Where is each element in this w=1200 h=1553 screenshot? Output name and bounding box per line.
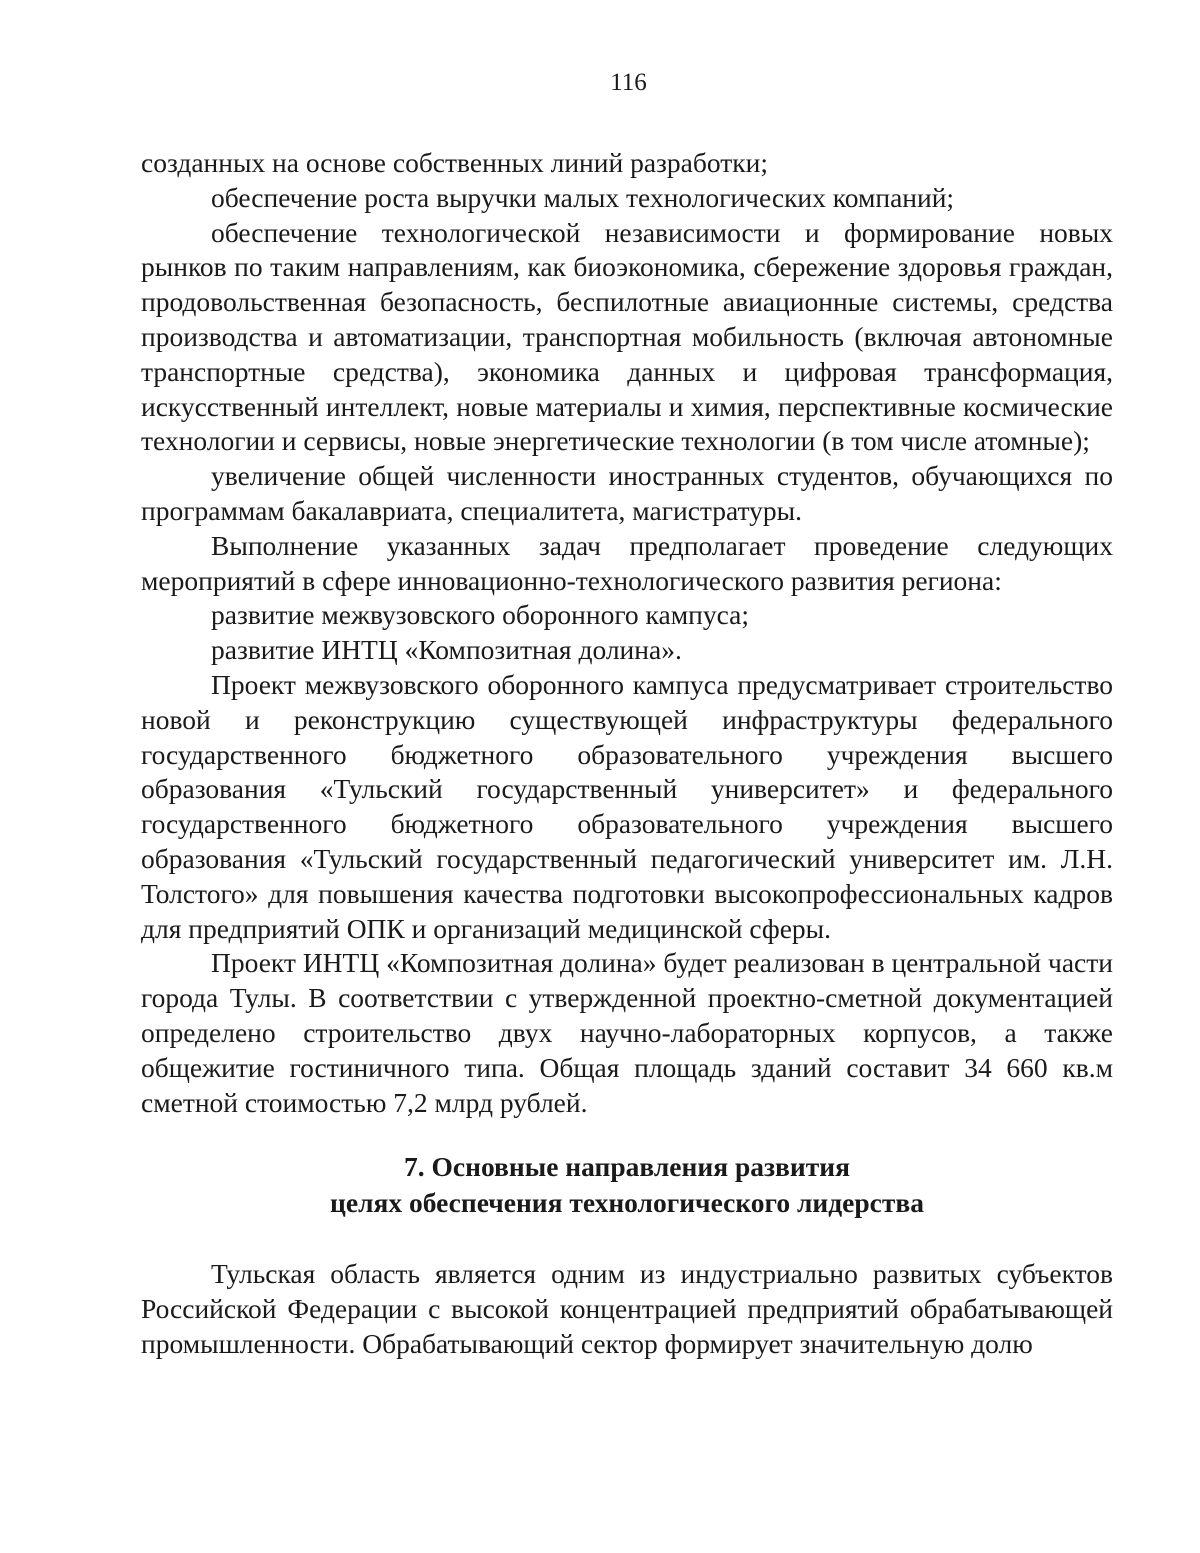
section-heading-line-2: целях обеспечения технологического лидерства (330, 1187, 924, 1219)
section-heading-line-1: 7. Основные направления развития (404, 1151, 850, 1183)
paragraph: развитие межвузовского оборонного кампуса; (211, 599, 749, 631)
page-number: 116 (610, 69, 647, 96)
paragraph: Тульская область является одним из индустриально развитых субъектов Российской Федерации с высокой концентрацией предприятий обрабатывающей промышленности. Обрабатывающий сектор формирует значительную долю (141, 1258, 1113, 1359)
paragraph: Проект ИНТЦ «Композитная долина» будет реализован в центральной части города Тулы. В соответствии с утвержденной проектно-сметной документацией определено строительство двух научно-лабораторных корпусов, а также общежитие гостиничного типа. Общая площадь зданий составит 34 660 кв.м сметной стоимостью 7,2 млрд рублей. (141, 947, 1113, 1118)
paragraph: увеличение общей численности иностранных студентов, обучающихся по программам бакалавриата, специалитета, магистратуры. (141, 460, 1113, 526)
paragraph: созданных на основе собственных линий разработки; (141, 147, 768, 178)
paragraph: Проект межвузовского оборонного кампуса предусматривает строительство новой и реконструкцию существующей инфраструктуры федерального государственного бюджетного образовательного учреждения высшего образования «Тульский государственный университет» и федерального государственного бюджетного образовательного учреждения высшего образования «Тульский государственный педагогический университет им. Л.Н. Толстого» для повышения качества подготовки высокопрофессиональных кадров для предприятий ОПК и организаций медицинской сферы. (141, 668, 1113, 944)
paragraph: развитие ИНТЦ «Композитная долина». (211, 634, 682, 666)
paragraph: обеспечение технологической независимости и формирование новых рынков по таким направлениям, как биоэкономика, сбережение здоровья граждан, продовольственная безопасность, беспилотные авиационные системы, средства производства и автоматизации, транспортная мобильность (включая автономные транспортные средства), экономика данных и цифровая трансформация, искусственный интеллект, новые материалы и химия, перспективные космические технологии и сервисы, новые энергетические технологии (в том числе атомные); (141, 216, 1113, 457)
document-body (141, 146, 1113, 1362)
paragraph: Выполнение указанных задач предполагает проведение следующих мероприятий в сфере инновационно-технологического развития региона: (141, 529, 1113, 596)
section-heading (141, 1120, 1113, 1257)
paragraph: обеспечение роста выручки малых технологических компаний; (211, 181, 955, 213)
